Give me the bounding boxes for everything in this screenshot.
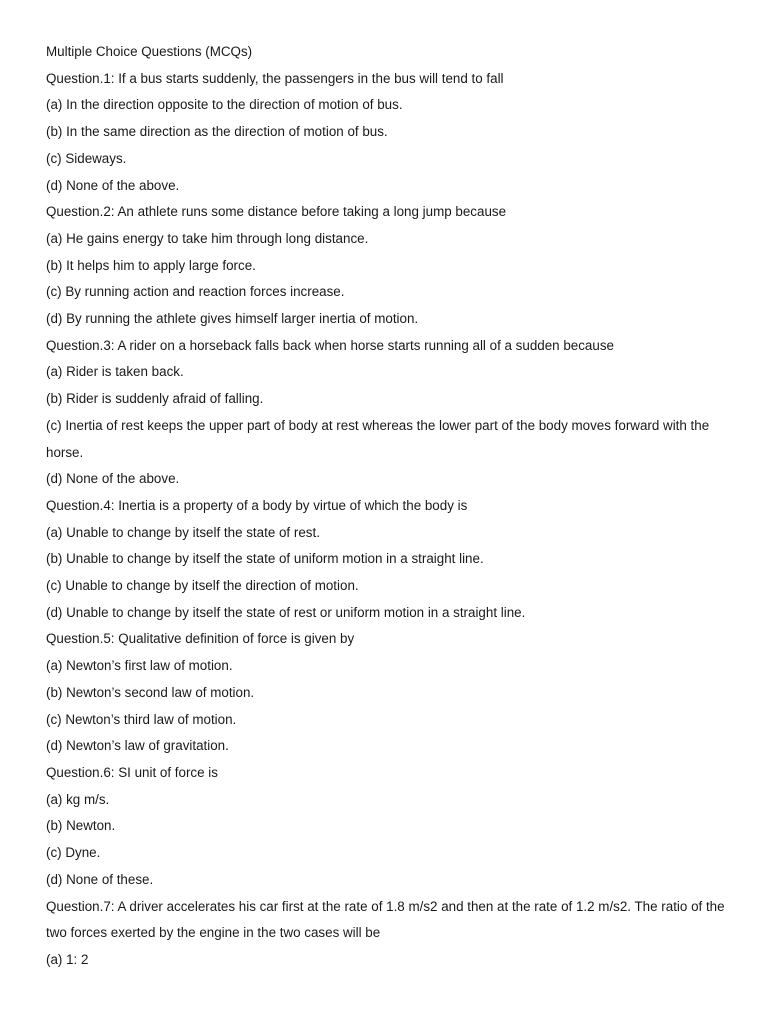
option-b: (b) Newton. xyxy=(46,818,116,834)
document-heading: Multiple Choice Questions (MCQs) xyxy=(46,44,253,59)
question-block-7 xyxy=(46,894,726,974)
question-text: Question.6: SI unit of force is xyxy=(46,764,218,780)
option-c: (c) Dyne. xyxy=(46,845,101,861)
question-text: Question.1: If a bus starts suddenly, the passengers in the bus will tend to fall xyxy=(46,70,504,86)
question-block-4 xyxy=(46,493,726,627)
option-a: (a) Unable to change by itself the state of rest. xyxy=(46,524,320,540)
option-c: (c) By running action and reaction forces increase. xyxy=(46,284,345,300)
option-a: (a) Rider is taken back. xyxy=(46,364,184,380)
question-block-6 xyxy=(46,760,726,894)
question-text: Question.4: Inertia is a property of a body by virtue of which the body is xyxy=(46,497,468,513)
option-b: (b) It helps him to apply large force. xyxy=(46,257,256,273)
option-c: (c) Unable to change by itself the direction of motion. xyxy=(46,578,359,594)
question-text: Question.2: An athlete runs some distance before taking a long jump because xyxy=(46,204,507,220)
option-d: (d) Newton’s law of gravitation. xyxy=(46,738,229,754)
document-page xyxy=(46,39,726,974)
option-d: (d) None of the above. xyxy=(46,471,180,487)
question-text: Question.5: Qualitative definition of force is given by xyxy=(46,631,355,647)
option-d: (d) None of these. xyxy=(46,871,154,887)
option-b: (b) Newton’s second law of motion. xyxy=(46,684,255,700)
option-d: (d) None of the above. xyxy=(46,177,180,193)
option-a: (a) In the direction opposite to the direction of motion of bus. xyxy=(46,97,403,113)
option-b: (b) In the same direction as the direction of motion of bus. xyxy=(46,124,388,140)
question-block-1 xyxy=(46,66,726,200)
option-c: (c) Sideways. xyxy=(46,150,127,166)
option-a: (a) Newton’s first law of motion. xyxy=(46,658,233,674)
option-b: (b) Unable to change by itself the state of uniform motion in a straight line. xyxy=(46,551,484,567)
question-block-2 xyxy=(46,199,726,333)
question-text: Question.7: A driver accelerates his car first at the rate of 1.8 m/s2 and then at the rate of 1.2 m/s2. The ratio of the two forces exerted by the engine in the two cases will be xyxy=(46,898,725,941)
question-block-5 xyxy=(46,626,726,760)
option-c: (c) Inertia of rest keeps the upper part of body at rest whereas the lower part of the body moves forward with the horse. xyxy=(46,417,710,460)
question-text: Question.3: A rider on a horseback falls back when horse starts running all of a sudden because xyxy=(46,337,614,353)
question-block-3 xyxy=(46,333,726,493)
option-a: (a) He gains energy to take him through long distance. xyxy=(46,230,369,246)
option-a: (a) kg m/s. xyxy=(46,791,110,807)
option-c: (c) Newton’s third law of motion. xyxy=(46,711,237,727)
option-b: (b) Rider is suddenly afraid of falling. xyxy=(46,391,264,407)
option-d: (d) By running the athlete gives himself larger inertia of motion. xyxy=(46,311,419,327)
option-a: (a) 1: 2 xyxy=(46,951,89,967)
option-d: (d) Unable to change by itself the state of rest or uniform motion in a straight line. xyxy=(46,604,526,620)
